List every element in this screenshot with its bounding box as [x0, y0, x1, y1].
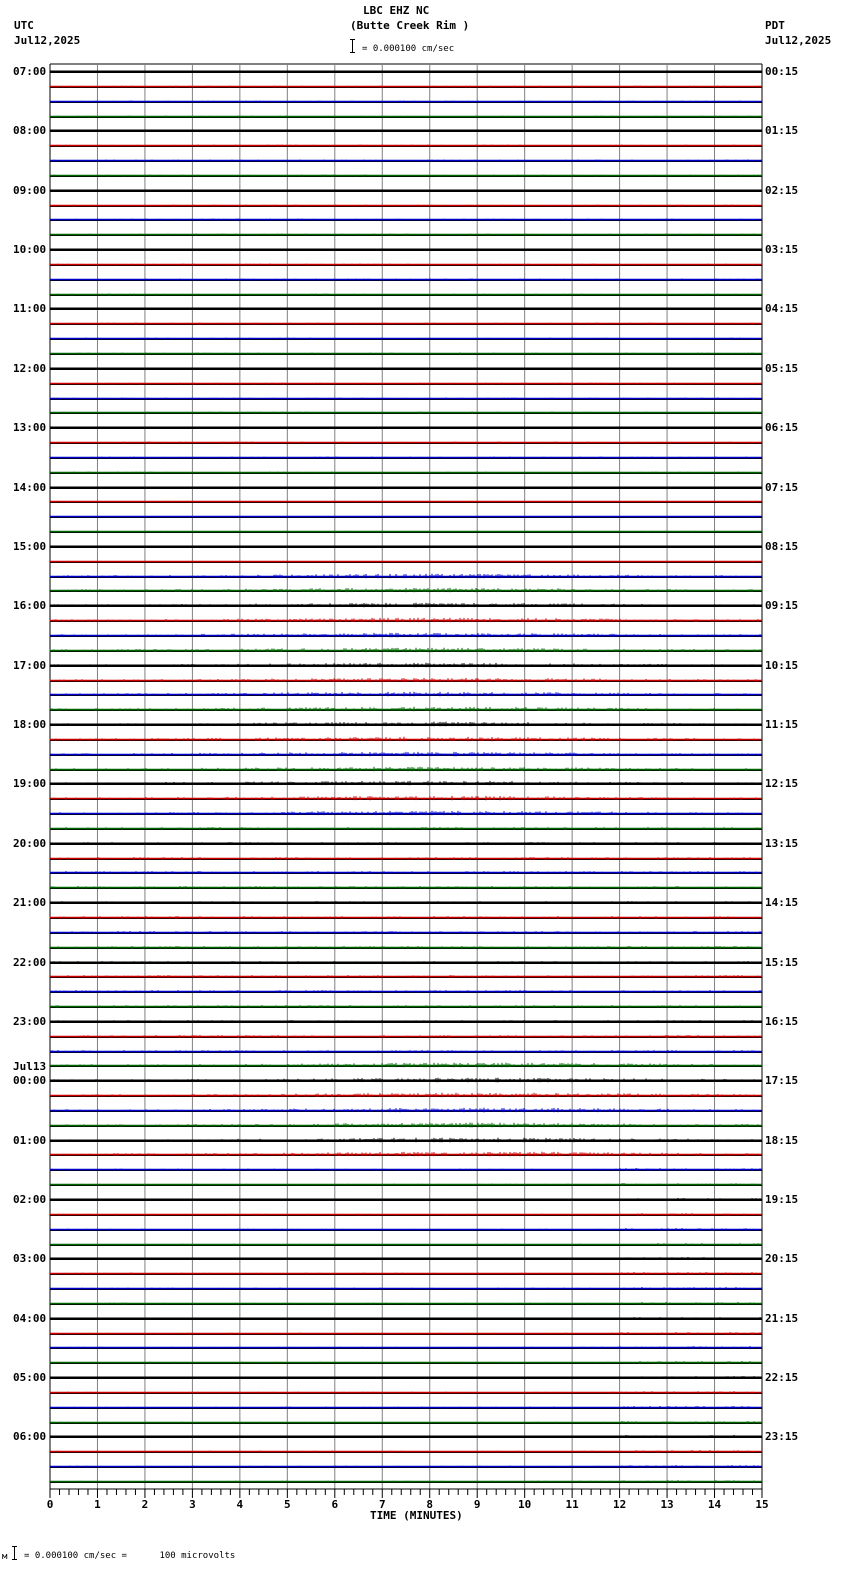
- pdt-hour-label: 02:15: [765, 184, 799, 197]
- utc-hour-label: 16:00: [13, 599, 47, 612]
- x-tick-label: 4: [236, 1498, 244, 1511]
- right-date: Jul12,2025: [765, 34, 832, 47]
- x-tick-label: 7: [378, 1498, 386, 1511]
- utc-hour-label: 07:00: [13, 65, 47, 78]
- pdt-hour-label: 19:15: [765, 1193, 799, 1206]
- x-tick-label: 15: [755, 1498, 769, 1511]
- footer-scale-prefix: м: [2, 1552, 8, 1562]
- utc-hour-label: 23:00: [13, 1015, 47, 1028]
- x-tick-label: 8: [426, 1498, 434, 1511]
- x-tick-label: 5: [284, 1498, 291, 1511]
- utc-hour-label: 09:00: [13, 184, 47, 197]
- pdt-hour-label: 05:15: [765, 362, 799, 375]
- pdt-hour-label: 14:15: [765, 896, 799, 909]
- pdt-hour-label: 07:15: [765, 481, 799, 494]
- station-location: (Butte Creek Rim ): [350, 19, 470, 32]
- left-timezone: UTC: [14, 19, 34, 32]
- pdt-hour-label: 09:15: [765, 599, 799, 612]
- pdt-hour-label: 04:15: [765, 302, 799, 315]
- pdt-hour-label: 18:15: [765, 1134, 799, 1147]
- station-title: LBC EHZ NC: [363, 4, 430, 17]
- pdt-hour-label: 03:15: [765, 243, 799, 256]
- pdt-hour-label: 10:15: [765, 659, 799, 672]
- x-tick-label: 13: [660, 1498, 674, 1511]
- utc-hour-label: 00:00: [13, 1074, 47, 1087]
- pdt-hour-label: 00:15: [765, 65, 799, 78]
- pdt-hour-label: 16:15: [765, 1015, 799, 1028]
- x-tick-label: 11: [565, 1498, 579, 1511]
- pdt-hour-label: 01:15: [765, 124, 799, 137]
- x-axis-title: TIME (MINUTES): [370, 1509, 463, 1522]
- pdt-hour-label: 21:15: [765, 1312, 799, 1325]
- utc-hour-label: 19:00: [13, 777, 47, 790]
- pdt-hour-label: 22:15: [765, 1371, 799, 1384]
- pdt-hour-label: 08:15: [765, 540, 799, 553]
- right-timezone: PDT: [765, 19, 785, 32]
- x-tick-label: 12: [612, 1498, 627, 1511]
- utc-hour-label: 17:00: [13, 659, 47, 672]
- utc-hour-label: 06:00: [13, 1430, 47, 1443]
- utc-hour-label: 18:00: [13, 718, 47, 731]
- scale-text: = 0.000100 cm/sec: [362, 44, 455, 54]
- x-tick-label: 3: [189, 1498, 196, 1511]
- utc-hour-label: 04:00: [13, 1312, 47, 1325]
- footer-scale-text: = 0.000100 cm/sec = 100 microvolts: [24, 1551, 236, 1561]
- utc-hour-label: 21:00: [13, 896, 47, 909]
- utc-hour-label: 14:00: [13, 481, 47, 494]
- pdt-hour-label: 20:15: [765, 1252, 799, 1265]
- utc-hour-label: 10:00: [13, 243, 47, 256]
- x-tick-label: 2: [141, 1498, 149, 1511]
- date-change-label: Jul13: [13, 1060, 47, 1073]
- pdt-hour-label: 11:15: [765, 718, 799, 731]
- pdt-hour-label: 15:15: [765, 956, 799, 969]
- pdt-hour-label: 06:15: [765, 421, 799, 434]
- x-tick-label: 1: [94, 1498, 101, 1511]
- utc-hour-label: 20:00: [13, 837, 47, 850]
- utc-hour-label: 11:00: [13, 302, 47, 315]
- utc-hour-label: 03:00: [13, 1252, 47, 1265]
- x-tick-label: 0: [46, 1498, 54, 1511]
- pdt-hour-label: 17:15: [765, 1074, 799, 1087]
- footer-scale-bar-icon: [14, 1546, 15, 1560]
- left-date: Jul12,2025: [14, 34, 81, 47]
- utc-hour-label: 13:00: [13, 421, 47, 434]
- x-tick-label: 6: [331, 1498, 339, 1511]
- x-tick-label: 10: [518, 1498, 532, 1511]
- utc-hour-label: 01:00: [13, 1134, 47, 1147]
- pdt-hour-label: 23:15: [765, 1430, 799, 1443]
- pdt-hour-label: 12:15: [765, 777, 799, 790]
- pdt-hour-label: 13:15: [765, 837, 799, 850]
- utc-hour-label: 22:00: [13, 956, 47, 969]
- utc-hour-label: 12:00: [13, 362, 47, 375]
- utc-hour-label: 05:00: [13, 1371, 47, 1384]
- x-tick-label: 14: [707, 1498, 722, 1511]
- utc-hour-label: 15:00: [13, 540, 47, 553]
- utc-hour-label: 02:00: [13, 1193, 47, 1206]
- utc-hour-label: 08:00: [13, 124, 47, 137]
- x-tick-label: 9: [473, 1498, 481, 1511]
